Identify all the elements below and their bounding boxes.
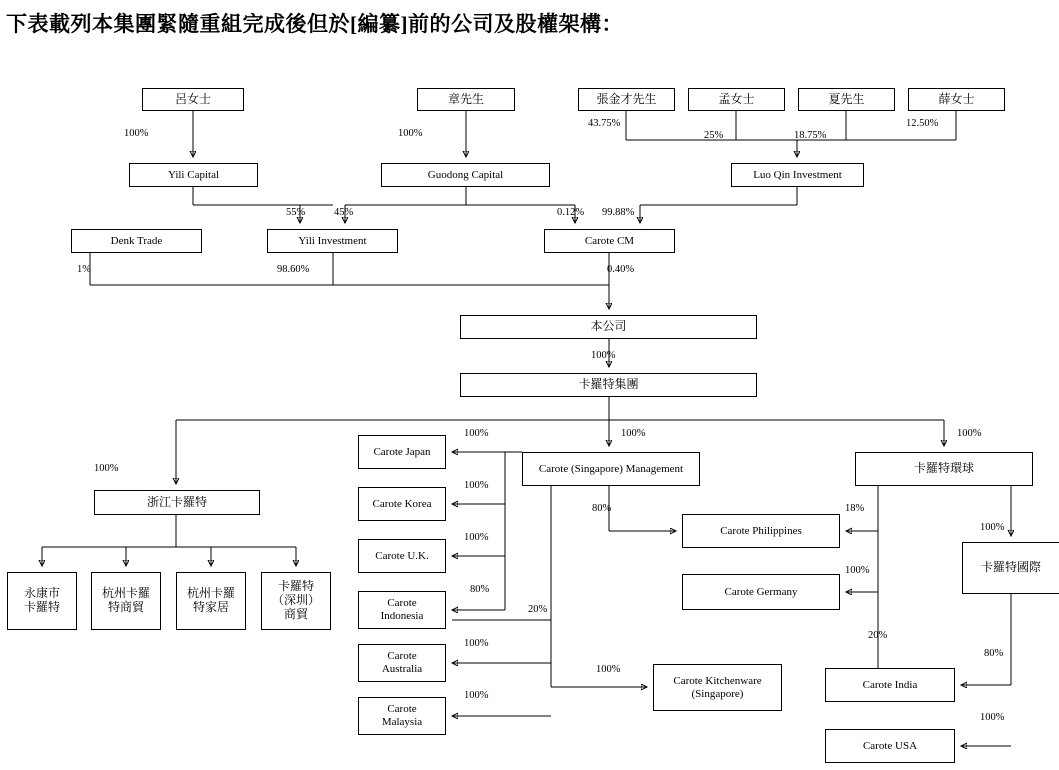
entity-node-carote_uk: Carote U.K. [358,539,446,573]
ownership-percent-p_id80: 80% [470,584,490,595]
entity-node-company: 本公司 [460,315,757,339]
entity-node-yili_capital: Yili Capital [129,163,258,187]
entity-node-carote_cm: Carote CM [544,229,675,253]
entity-node-meng: 孟女士 [688,88,785,111]
entity-node-yili_inv: Yili Investment [267,229,398,253]
ownership-percent-p_my100: 100% [464,690,489,701]
page-caption: 下表載列本集團緊隨重組完成後但於[編纂]前的公司及股權架構： [6,12,623,36]
ownership-percent-p_au100: 100% [464,638,489,649]
ownership-percent-p_sg100: 100% [621,428,646,439]
entity-node-guodong: Guodong Capital [381,163,550,187]
entity-node-carote_ph: Carote Philippines [682,514,840,548]
ownership-percent-p_kr100: 100% [464,480,489,491]
ownership-percent-p_45: 45% [334,207,354,218]
entity-node-carote_intl: 卡羅特國際 [962,542,1059,594]
entity-node-luoqin: Luo Qin Investment [731,163,864,187]
ownership-percent-p_in20: 20% [868,630,888,641]
entity-node-carote_group: 卡羅特集團 [460,373,757,397]
ownership-percent-p_id20: 20% [528,604,548,615]
entity-node-carote_de: Carote Germany [682,574,840,610]
ownership-percent-p_intl100: 100% [980,522,1005,533]
ownership-percent-p_gl100: 100% [957,428,982,439]
ownership-percent-p_lu: 100% [124,128,149,139]
ownership-percent-p_jp100: 100% [464,428,489,439]
ownership-percent-p_zjc: 43.75% [588,118,621,129]
entity-node-carote_japan: Carote Japan [358,435,446,469]
entity-node-zhang_sir: 章先生 [417,88,515,111]
ownership-percent-p_zj100: 100% [94,463,119,474]
entity-node-shenzhen: 卡羅特 （深圳） 商貿 [261,572,331,630]
ownership-percent-p_kw100: 100% [596,664,621,675]
ownership-percent-p_comp100: 100% [591,350,616,361]
ownership-percent-p_012: 0.12% [557,207,585,218]
ownership-percent-p_9860: 98.60% [277,264,310,275]
entity-node-carote_id: Carote Indonesia [358,591,446,629]
ownership-percent-p_us100: 100% [980,712,1005,723]
ownership-percent-p_55: 55% [286,207,306,218]
entity-node-xia: 夏先生 [798,88,895,111]
entity-node-denk: Denk Trade [71,229,202,253]
ownership-percent-p_040: 0.40% [607,264,635,275]
ownership-percent-p_meng: 25% [704,130,724,141]
ownership-percent-p_zhang: 100% [398,128,423,139]
ownership-percent-p_xia: 18.75% [794,130,827,141]
ownership-percent-p_in80: 80% [984,648,1004,659]
entity-node-carote_sg_mgmt: Carote (Singapore) Management [522,452,700,486]
entity-node-carote_in: Carote India [825,668,955,702]
entity-node-carote_au: Carote Australia [358,644,446,682]
entity-node-xue: 薛女士 [908,88,1005,111]
ownership-percent-p_1: 1% [77,264,91,275]
ownership-percent-p_xue: 12.50% [906,118,939,129]
ownership-percent-p_de100: 100% [845,565,870,576]
entity-node-hangzhou_hm: 杭州卡羅 特家居 [176,572,246,630]
ownership-percent-p_ph80: 80% [592,503,612,514]
ownership-percent-p_9988: 99.88% [602,207,635,218]
entity-node-hangzhou_sm: 杭州卡羅 特商貿 [91,572,161,630]
entity-node-carote_kw_sg: Carote Kitchenware (Singapore) [653,664,782,711]
entity-node-carote_us: Carote USA [825,729,955,763]
entity-node-carote_korea: Carote Korea [358,487,446,521]
entity-node-carote_global: 卡羅特環球 [855,452,1033,486]
ownership-percent-p_uk100: 100% [464,532,489,543]
entity-node-yongkang: 永康市 卡羅特 [7,572,77,630]
entity-node-zhangjincai: 張金才先生 [578,88,675,111]
entity-node-zhejiang: 浙江卡羅特 [94,490,260,515]
entity-node-lu: 呂女士 [142,88,244,111]
ownership-percent-p_ph18: 18% [845,503,865,514]
entity-node-carote_my: Carote Malaysia [358,697,446,735]
